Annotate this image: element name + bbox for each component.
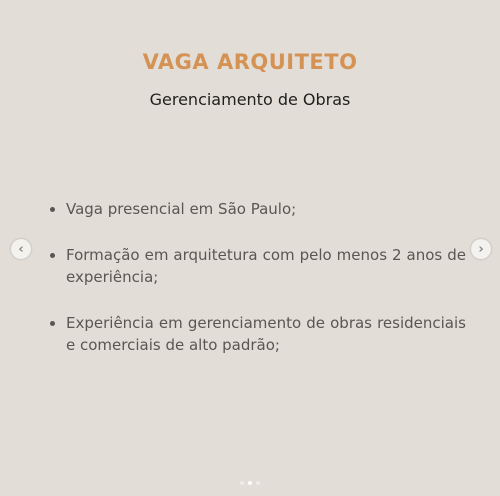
next-slide-button[interactable] xyxy=(471,239,491,259)
bullet-dot-icon xyxy=(50,207,55,212)
bullet-text: Experiência em gerenciamento de obras residenciais e comerciais de alto padrão; xyxy=(66,314,466,354)
bullet-text: Formação em arquitetura com pelo menos 2 anos de experiência; xyxy=(66,246,466,286)
bullet-list xyxy=(48,198,466,380)
pagination-dots xyxy=(0,481,500,485)
bullet-item xyxy=(48,312,466,356)
bullet-text: Vaga presencial em São Paulo; xyxy=(66,200,297,218)
previous-slide-button[interactable] xyxy=(11,239,31,259)
pagination-dot[interactable] xyxy=(240,481,244,485)
chevron-left-icon: ‹ xyxy=(18,241,24,257)
pagination-dot[interactable] xyxy=(248,481,252,485)
bullet-item xyxy=(48,244,466,288)
pagination-dot[interactable] xyxy=(256,481,260,485)
slide-subtitle: Gerenciamento de Obras xyxy=(149,90,351,109)
bullet-item xyxy=(48,198,466,220)
slide-title: VAGA ARQUITETO xyxy=(142,50,358,74)
bullet-dot-icon xyxy=(50,253,55,258)
chevron-right-icon: › xyxy=(478,241,484,257)
bullet-dot-icon xyxy=(50,321,55,326)
